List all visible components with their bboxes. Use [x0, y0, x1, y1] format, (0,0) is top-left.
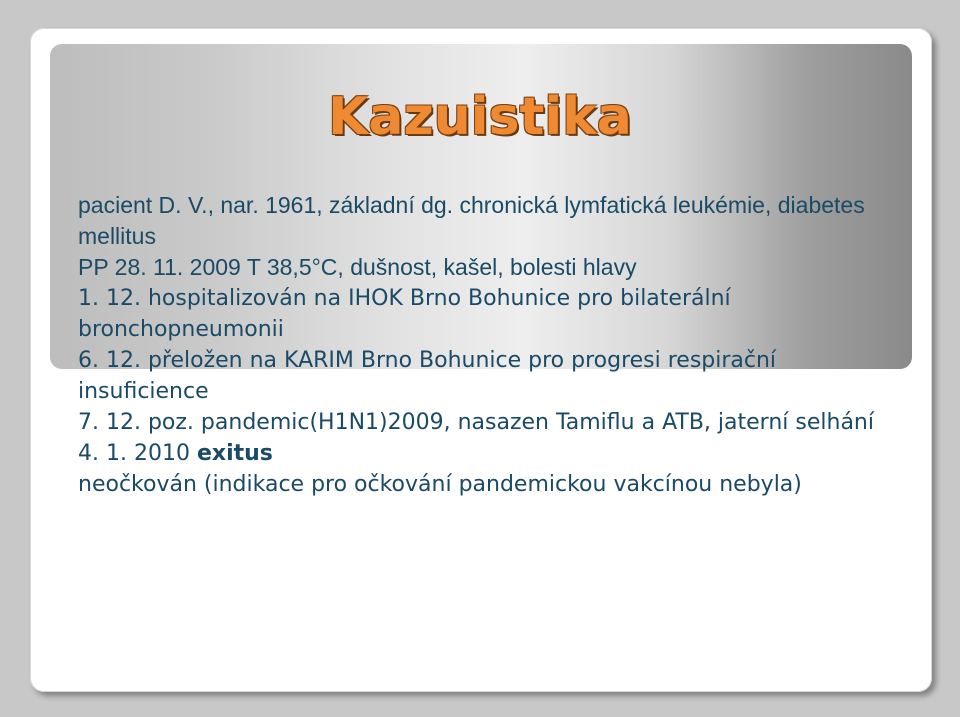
- entry-transfer: 6. 12. přeložen na KARIM Brno Bohunice pro progresi respirační insuficience: [78, 348, 777, 404]
- exitus-date: 4. 1. 2010: [78, 441, 197, 466]
- entry-vaccination: neočkován (indikace pro očkování pandemickou vakcínou nebyla): [78, 472, 802, 497]
- exitus-label: exitus: [196, 441, 273, 466]
- entry-diagnosis: 7. 12. poz. pandemic(H1N1)2009, nasazen Tamiflu a ATB, jaterní selhání: [78, 410, 874, 435]
- entry-onset: PP 28. 11. 2009 T 38,5°C, dušnost, kašel, bolesti hlavy: [78, 254, 637, 280]
- entry-exitus: [78, 438, 898, 469]
- entry-patient: pacient D. V., nar. 1961, základní dg. chronická lymfatická leukémie, diabetes mellitus: [78, 192, 865, 249]
- slide-title: Kazuistika: [328, 87, 632, 147]
- entry-hospitalization: 1. 12. hospitalizován na IHOK Brno Bohunice pro bilaterální bronchopneumonii: [78, 286, 731, 342]
- case-history: [78, 190, 898, 500]
